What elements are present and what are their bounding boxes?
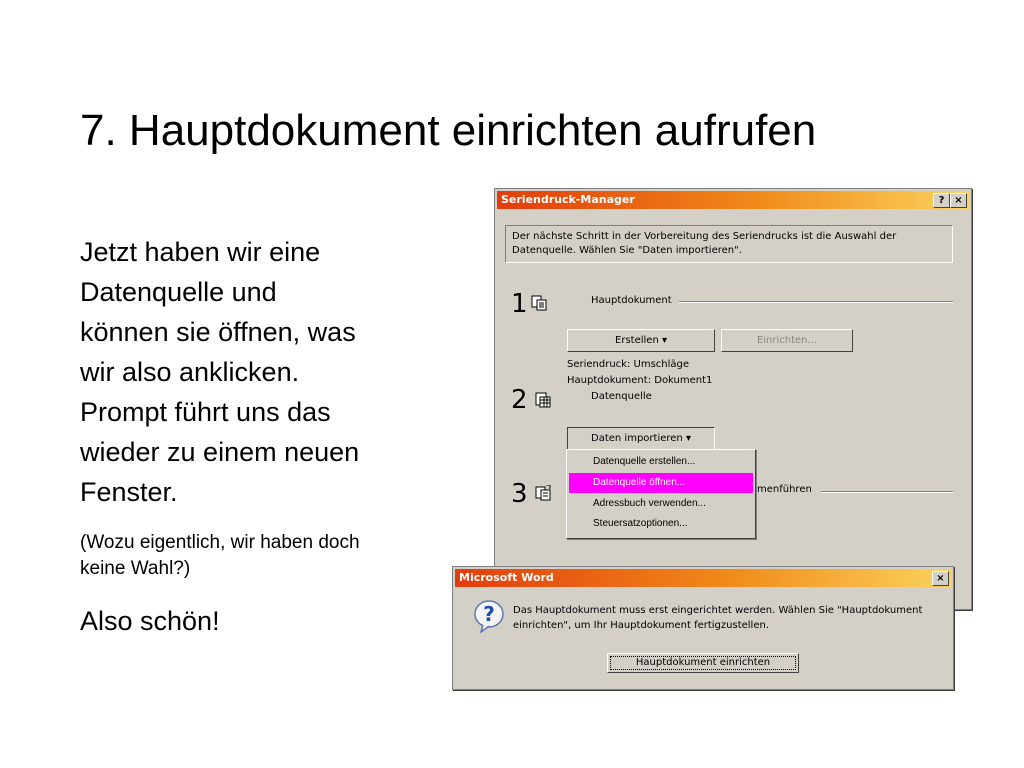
note-line: keine Wahl?) [80, 558, 191, 579]
dialog-title: Seriendruck-Manager [501, 193, 635, 206]
word-close-button[interactable]: × [932, 571, 949, 586]
merge-icon [535, 485, 551, 501]
intro-line: Der nächste Schritt in der Vorbereitung des Seriendrucks ist die Auswahl der [512, 231, 897, 242]
data-source-icon [535, 392, 551, 408]
body-line: wieder zu einem neuen [80, 437, 360, 467]
body-line: Jetzt haben wir eine [80, 237, 321, 267]
hauptdokument-einrichten-button[interactable]: Hauptdokument einrichten [607, 653, 799, 673]
daten-importieren-button[interactable]: Daten importieren ▾ [567, 427, 715, 450]
body-line: Datenquelle und [80, 277, 277, 307]
slide-conclusion: Also schön! [80, 606, 220, 636]
step-1-info-line: Hauptdokument: Dokument1 [567, 375, 713, 386]
note-line: (Wozu eigentlich, wir haben doch [80, 532, 360, 553]
step-1-label: Hauptdokument [591, 295, 672, 306]
help-button[interactable]: ? [933, 193, 950, 208]
menu-item-datenquelle-erstellen[interactable]: Datenquelle erstellen... [593, 456, 696, 467]
menu-item-datenquelle-oeffnen[interactable]: Datenquelle öffnen... [569, 473, 753, 493]
body-line: Prompt führt uns das [80, 397, 331, 427]
close-button[interactable]: × [950, 193, 967, 208]
word-dialog-titlebar[interactable] [455, 569, 951, 587]
step-3-number: 3 [511, 479, 528, 509]
step-1-divider [679, 301, 953, 303]
step-3-label: menführen [757, 484, 812, 495]
word-message-dialog [452, 566, 954, 690]
erstellen-button[interactable]: Erstellen ▾ [567, 329, 715, 352]
intro-box [505, 225, 953, 263]
body-line: wir also anklicken. [80, 357, 300, 387]
slide-body-text [80, 232, 450, 512]
word-dialog-title: Microsoft Word [459, 571, 554, 584]
menu-item-steuersatzoptionen[interactable]: Steuersatzoptionen... [593, 518, 688, 529]
word-message-line: Das Hauptdokument muss erst eingerichtet werden. Wählen Sie "Hauptdokument [513, 605, 923, 616]
step-3-divider [821, 491, 953, 493]
word-message-line: einrichten", um Ihr Hauptdokument fertigzustellen. [513, 620, 769, 631]
step-1-info-line: Seriendruck: Umschläge [567, 359, 690, 370]
body-line: Fenster. [80, 477, 178, 507]
dialog-titlebar[interactable] [497, 191, 969, 209]
slide-title: 7. Hauptdokument einrichten aufrufen [80, 106, 817, 155]
step-1-number: 1 [511, 289, 528, 319]
intro-line: Datenquelle. Wählen Sie "Daten importieren". [512, 245, 742, 256]
svg-text:?: ? [483, 602, 495, 626]
step-2-label: Datenquelle [591, 391, 652, 402]
seriendruck-manager-dialog [494, 188, 972, 610]
body-line: können sie öffnen, was [80, 317, 356, 347]
import-menu [566, 449, 756, 539]
main-document-icon [531, 295, 547, 311]
step-2-number: 2 [511, 385, 528, 415]
slide-note [80, 530, 430, 582]
einrichten-button[interactable]: Einrichten... [721, 329, 853, 352]
question-icon [473, 599, 505, 633]
menu-item-adressbuch-verwenden[interactable]: Adressbuch verwenden... [593, 498, 706, 509]
